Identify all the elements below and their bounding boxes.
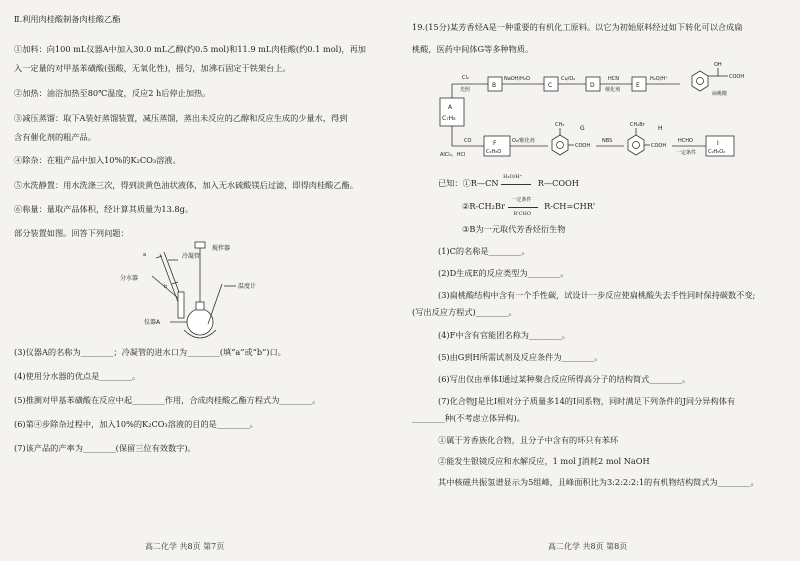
known-1-prefix: 已知：①R—CN	[438, 178, 499, 188]
g-ring	[552, 135, 568, 155]
h-ch2br: CH₂Br	[630, 122, 645, 128]
step-5: ⑤水洗静置：用水洗涤三次，得到淡黄色油状液体，加入无水硫酸镁后过滤，即得肉桂酸乙酯。	[14, 180, 358, 190]
label-a: a	[143, 252, 147, 258]
r-question-6: (6)写出仅由单体I通过某种聚合反应所得高分子的结构简式________。	[438, 374, 691, 384]
cond-cuo2: Cu/O₂	[561, 76, 576, 82]
known-2-cond-1: 一定条件	[511, 197, 532, 203]
r-question-2: (2)D生成E的反应类型为________。	[438, 268, 569, 278]
known-2-product: R-CH=CHR'	[544, 201, 596, 211]
cond-co: CO	[464, 138, 472, 144]
condition-a: ①属于芳香族化合物，且分子中含有的环只有苯环	[438, 435, 619, 445]
h-label: H	[658, 125, 663, 132]
step-3-line-2: 含有催化剂的粗产品。	[14, 132, 96, 142]
cond-naoh: NaOH/H₂O	[504, 76, 530, 82]
condition-b: ②能发生银镜反应和水解反应，1 mol J消耗2 mol NaOH	[438, 456, 650, 466]
reaction-scheme	[400, 60, 800, 170]
known-2-cond-2: R'CHO	[513, 211, 531, 217]
g-ch3: CH₃	[555, 122, 565, 128]
r-question-3-line-1: (3)扁桃酸结构中含有一个手性碳，试设计一步反应使扁桃酸失去手性同时保持碳数不变;	[438, 290, 756, 300]
footer-left: 高二化学 共8页 第7页	[145, 542, 225, 551]
question-7: (7)该产品的产率为________(保留三位有效数字)。	[14, 443, 196, 453]
cond-hcn: HCN	[608, 76, 619, 82]
compound-a-formula: C₇H₈	[442, 115, 456, 122]
r-question-7-line-2: ________种(不考虑立体异构)。	[412, 413, 525, 423]
compound-i-formula: C₉H₈O₂	[708, 149, 726, 155]
mandelic-ring	[692, 71, 708, 91]
step-6: ⑥称量：量取产品体积，经计算其质量为13.8g。	[14, 204, 194, 214]
r-question-4: (4)F中含有官能团名称为________。	[438, 330, 570, 340]
cond-alcl3: AlCl₃、HCl	[440, 152, 466, 158]
section-title: Ⅱ.利用肉桂酸制备肉桂酸乙酯	[14, 14, 121, 24]
known-2	[462, 197, 596, 217]
cond-certain: 一定条件	[676, 150, 697, 156]
label-instrument-a: 仪器A	[144, 319, 161, 326]
step-4: ④除杂：在粗产品中加入10%的K₂CO₃溶液。	[14, 155, 181, 165]
question-5: (5)推测对甲基苯磺酸在反应中起________作用，合成肉桂酸乙酯方程式为________。	[14, 395, 321, 405]
nmr-question: 其中核磁共振氢谱显示为5组峰，且峰面积比为3:2:2:2:1的有机物结构简式为________。	[438, 477, 759, 487]
g-cooh: COOH	[575, 143, 591, 149]
h-cooh: COOH	[651, 143, 667, 149]
r-question-3-line-2: (写出反应方程式)________。	[412, 307, 517, 317]
known-2-arrow	[508, 197, 542, 217]
known-2-prefix: ②R-CH₂Br	[462, 201, 505, 211]
label-b: b	[164, 284, 168, 290]
step-1-line-2: 入一定量的对甲基苯磺酸(强酸，无氧化性)，摇匀，加沸石固定于铁架台上。	[14, 63, 291, 73]
compound-f-formula: C₈H₈O	[486, 149, 502, 155]
known-1-arrow	[501, 174, 535, 189]
r-question-1: (1)C的名称是________。	[438, 246, 530, 256]
label-stirrer: 搅拌器	[212, 245, 231, 252]
r-question-7-line-1: (7)化合物J是比I相对分子质量多14的I同系物，同时满足下列条件的J同分异构体有	[438, 396, 736, 406]
mandelic-cooh: COOH	[729, 74, 745, 80]
step-3-line-1: ③减压蒸馏：取下A装好蒸馏装置，减压蒸馏，蒸出未反应的乙醇和反应生成的少量水，得到	[14, 113, 348, 123]
question-3: (3)仪器A的名称为________；冷凝管的进水口为________(填“a”或“b”)口。	[14, 347, 286, 357]
label-condenser: 冷凝管	[182, 253, 201, 260]
thermometer	[208, 284, 222, 324]
known-1	[438, 174, 579, 189]
step-1-line-1: ①加料：向100 mL仪器A中加入30.0 mL乙醇(约0.5 mol)和11.9 mL肉桂酸(约0.1 mol)，再加	[14, 44, 366, 54]
question-19-line-2: 桃酸，医药中间体G等多种物质。	[412, 44, 534, 54]
question-4: (4)使用分水器的优点是________。	[14, 371, 141, 381]
cond-light: 光照	[460, 87, 471, 93]
cond-catalyst: 催化剂	[605, 87, 621, 93]
h-ring	[628, 135, 644, 155]
known-1-product: R—COOH	[537, 178, 579, 188]
apparatus-figure	[120, 240, 280, 340]
known-3: ③B为一元取代芳香烃衍生物	[462, 224, 566, 234]
cond-nbs: NBS	[602, 138, 613, 144]
question-19-line-1: 19.(15分)某芳香烃A是一种重要的有机化工原料。以它为初始原料经过如下转化可以合成扁	[412, 22, 743, 32]
cond-o2cat: O₂/催化剂	[512, 138, 535, 144]
water-separator	[178, 292, 184, 318]
mandelic-name: 扁桃酸	[712, 91, 728, 97]
known-1-cond: H₂O/H⁺	[503, 174, 523, 180]
cond-hcho: HCHO	[678, 138, 693, 144]
label-thermometer: 温度计	[238, 283, 257, 290]
footer-right: 高二化学 共8页 第8页	[548, 542, 628, 551]
question-6: (6)第④步除杂过程中，加入10%的K₂CO₃溶液的目的是________。	[14, 419, 258, 429]
condenser-tube	[160, 254, 178, 302]
figure-intro: 部分装置如图。回答下列问题：	[14, 228, 129, 238]
compound-i: I	[717, 140, 719, 147]
r-question-5: (5)由G到H所需试剂及反应条件为________。	[438, 352, 603, 362]
mandelic-oh: OH	[714, 62, 722, 68]
compound-c: C	[548, 82, 553, 89]
compound-b: B	[492, 82, 497, 89]
label-separator: 分水器	[120, 275, 139, 282]
compound-f: F	[493, 140, 497, 147]
compound-a: A	[448, 104, 453, 111]
step-2: ②加热：油浴加热至80℃温度，反应2 h后停止加热。	[14, 88, 211, 98]
cond-cl2: Cl₂	[462, 75, 469, 81]
g-label: G	[580, 125, 585, 132]
cond-h2o: H₂O/H⁺	[650, 76, 668, 82]
right-page	[400, 0, 800, 561]
compound-e: E	[636, 82, 640, 89]
compound-d: D	[590, 82, 595, 89]
